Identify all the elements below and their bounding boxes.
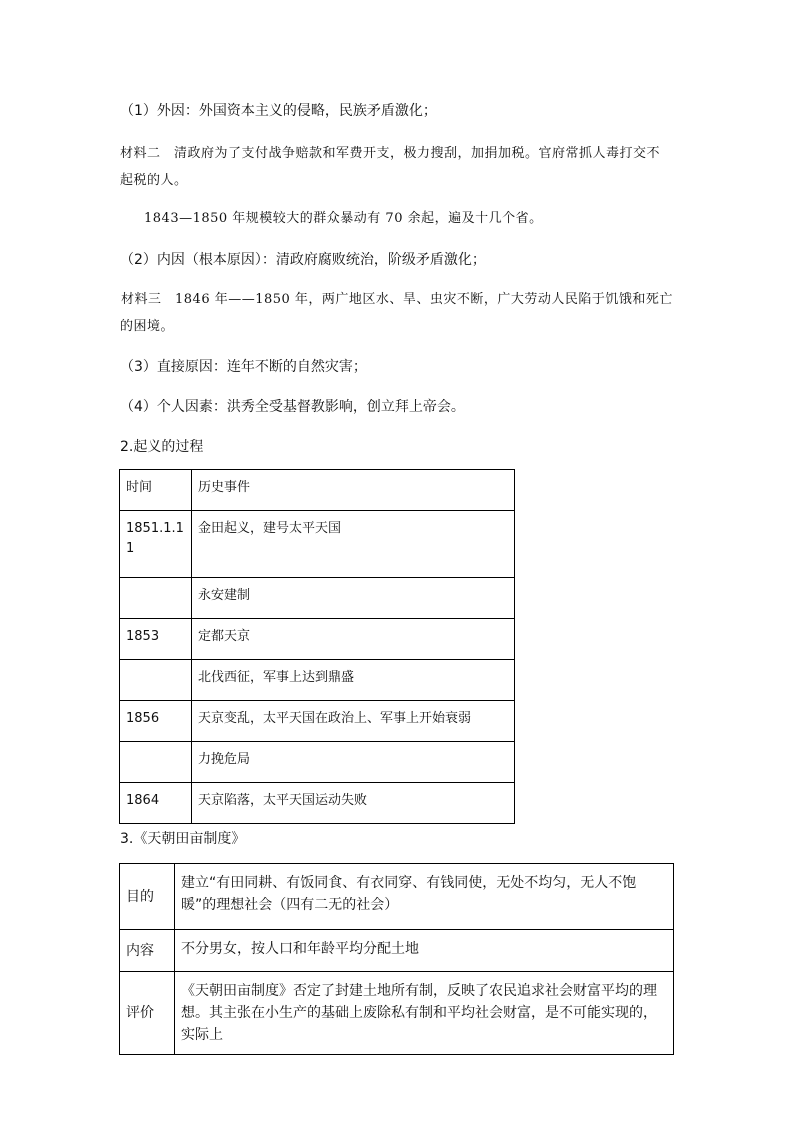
material-two-line3: 1843—1850 年规模较大的群众暴动有 70 余起，遍及十几个省。 [144, 211, 543, 226]
row-text: 《天朝田亩制度》否定了封建土地所有制，反映了农民追求社会财富平均的理想。其主张在小生产的基础上废除私有制和平均社会财富，是不可能实现的，实际上 [175, 972, 674, 1055]
process-table [119, 469, 515, 824]
table-row [120, 619, 515, 660]
reason-external: （1）外因：外国资本主义的侵略，民族矛盾激化； [120, 103, 437, 119]
row-event: 永安建制 [192, 578, 515, 619]
row-event: 力挽危局 [192, 742, 515, 783]
material-two-line1: 材料二 清政府为了支付战争赔款和军费开支，极力搜刮，加捐加税。官府常抓人毒打交不 [120, 146, 661, 161]
row-time: 1864 [120, 783, 192, 824]
row-label: 目的 [120, 864, 175, 930]
reason-direct: （3）直接原因：连年不断的自然灾害； [120, 359, 367, 375]
row-label: 评价 [120, 972, 175, 1055]
material-two-line2: 起税的人。 [120, 173, 188, 188]
row-event: 北伐西征，军事上达到鼎盛 [192, 660, 515, 701]
table-row [120, 578, 515, 619]
row-text: 建立“有田同耕、有饭同食、有衣同穿、有钱同使，无处不均匀，无人不饱暖”的理想社会（四有二无的社会） [175, 864, 674, 930]
row-event: 天京变乱，太平天国在政治上、军事上开始衰弱 [192, 701, 515, 742]
row-time: 1853 [120, 619, 192, 660]
table-row [120, 972, 674, 1055]
reason-personal: （4）个人因素：洪秀全受基督教影响，创立拜上帝会。 [120, 399, 465, 415]
table-row [120, 930, 674, 972]
table-row [120, 864, 674, 930]
table-row [120, 783, 515, 824]
section-heading-process: 2.起义的过程 [120, 439, 204, 455]
header-event: 历史事件 [192, 470, 515, 511]
row-event: 天京陷落，太平天国运动失败 [192, 783, 515, 824]
table-header-row [120, 470, 515, 511]
row-time: 1851.1.11 [120, 511, 192, 578]
row-time [120, 578, 192, 619]
row-event: 定都天京 [192, 619, 515, 660]
table-row [120, 660, 515, 701]
material-three-line2: 的困境。 [120, 319, 175, 334]
section-heading-system: 3.《天朝田亩制度》 [120, 831, 246, 847]
header-time: 时间 [120, 470, 192, 511]
material-three-line1: 材料三 1846 年——1850 年，两广地区水、旱、虫灾不断，广大劳动人民陷于饥饿和死亡 [121, 292, 673, 307]
reason-internal: （2）内因（根本原因）：清政府腐败统治，阶级矛盾激化； [120, 252, 486, 268]
table-row [120, 511, 515, 578]
row-time: 1856 [120, 701, 192, 742]
row-label: 内容 [120, 930, 175, 972]
row-time [120, 742, 192, 783]
table-row [120, 742, 515, 783]
land-system-table [119, 863, 674, 1055]
row-text: 不分男女，按人口和年龄平均分配土地 [175, 930, 674, 972]
table-row [120, 701, 515, 742]
row-time [120, 660, 192, 701]
row-event: 金田起义，建号太平天国 [192, 511, 515, 578]
